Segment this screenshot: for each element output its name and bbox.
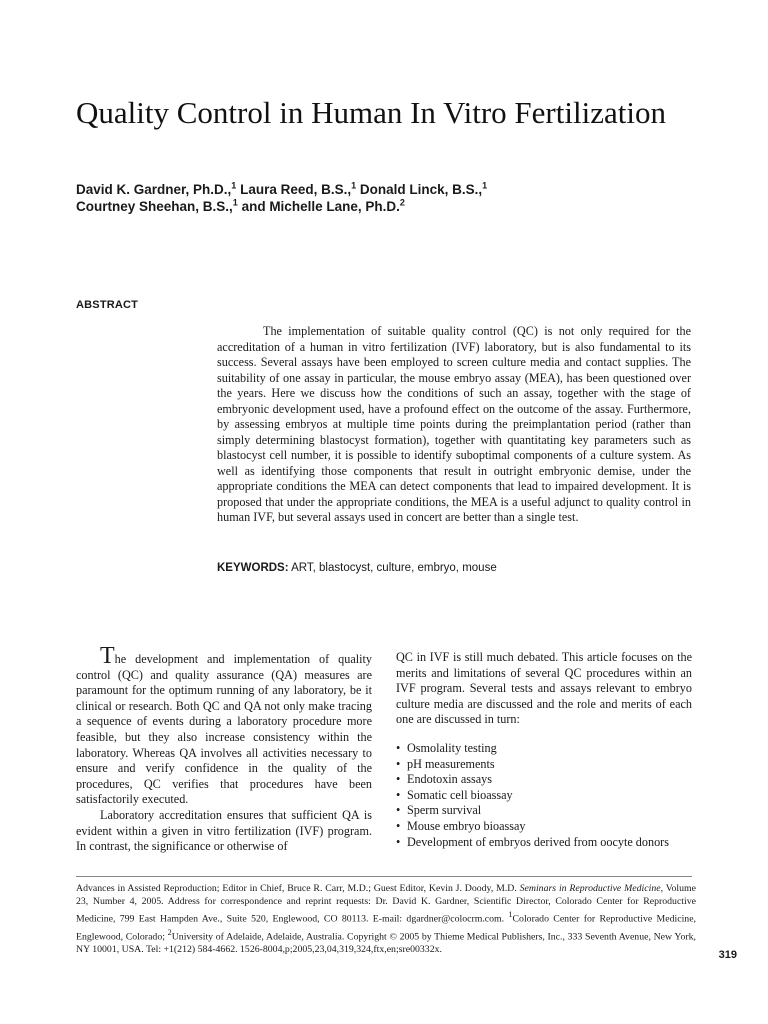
list-item: [396, 772, 692, 788]
keywords: [217, 562, 691, 574]
affiliation-marker: 2: [399, 197, 405, 208]
bullet-icon: •: [396, 756, 401, 771]
author-name: Courtney Sheehan, B.S.,: [76, 199, 233, 214]
affiliation-marker: 2: [167, 927, 172, 937]
bullet-icon: •: [396, 772, 401, 787]
footnote-text: , Volume 23, Number 4, 2005. Address for correspondence and reprint requests: Dr. David K. Gardner, Scientific Director, Colorado Center for Reproductive Medicine, 799 East Hampden Ave., Suite 520, Englewood, CO 80113. E-mail: dgardner@colocrm.com.: [76, 883, 696, 925]
footnote-text: University of Adelaide, Adelaide, Australia. Copyright © 2005 by Thieme Medical Publishers, Inc., 333 Seventh Avenue, New York, NY 10001, USA. Tel: +1(212) 584-4662. 1526-8004,p;2005,23,04,319,324,ftx,en;sre00332x.: [76, 931, 697, 956]
body-paragraph: Laboratory accreditation ensures that sufficient QA is evident within a given in vitro fertilization (IVF) program. In contrast, the significance or otherwise of: [76, 807, 372, 854]
list-item: [396, 741, 692, 757]
affiliation-marker: 1: [482, 180, 488, 191]
bullet-icon: •: [396, 834, 401, 849]
list-item-text: Mouse embryo bioassay: [407, 818, 526, 833]
body-column-right: [396, 650, 692, 850]
author-list: [76, 181, 716, 215]
affiliation-marker: 1: [232, 197, 238, 208]
article-title: Quality Control in Human In Vitro Fertilization: [76, 95, 666, 130]
footnote-divider: [76, 876, 692, 877]
list-item: [396, 803, 692, 819]
list-item: [396, 788, 692, 804]
list-item-text: Endotoxin assays: [407, 772, 492, 787]
journal-name: Seminars in Reproductive Medicine: [519, 883, 661, 894]
list-item: [396, 835, 692, 851]
footnote-text: Advances in Assisted Reproduction; Editor in Chief, Bruce R. Carr, M.D.; Guest Editor, Kevin J. Doody, M.D.: [76, 883, 520, 894]
bullet-icon: •: [396, 787, 401, 802]
bullet-icon: •: [396, 803, 401, 818]
list-item-text: Sperm survival: [407, 803, 482, 818]
list-item: [396, 757, 692, 773]
author-name: Laura Reed, B.S.,: [240, 182, 352, 197]
drop-cap: T: [100, 643, 115, 669]
keywords-label: KEYWORDS:: [217, 562, 289, 574]
author-name: and Michelle Lane, Ph.D.: [241, 199, 400, 214]
affiliation-marker: 1: [231, 180, 237, 191]
body-paragraph: [76, 643, 372, 808]
body-paragraph: QC in IVF is still much debated. This article focuses on the merits and limitations of several QC procedures within an IVF program. Several tests and assays relevant to embryo culture media are discussed and the role and merits of each one are discussed in turn:: [396, 650, 692, 727]
list-item-text: Somatic cell bioassay: [407, 787, 513, 802]
list-item-text: pH measurements: [407, 756, 495, 771]
footnote-text: Colorado Center for Reproductive Medicine, Englewood, Colorado;: [76, 913, 696, 943]
affiliation-marker: 1: [508, 910, 513, 920]
qc-test-list: [396, 741, 692, 850]
body-column-left: [76, 643, 372, 855]
abstract-text: The implementation of suitable quality control (QC) is not only required for the accreditation of a human in vitro fertilization (IVF) laboratory, but is also fundamental to its success. Several assays have been employed to screen culture media and contact supplies. The suitability of one assay in particular, the mouse embryo assay (MEA), has been questioned over the years. Here we discuss how the conditions of such an assay, together with the stage of embryonic development used, have a profound effect on the outcome of the assay. Furthermore, by assessing embryos at multiple time points during the preimplantation period (rather than simply determining blastocyst formation), together with quantitating key parameters such as blastocyst cell number, it is possible to identify suboptimal components of a culture system. As well as identifying those components that result in outright embryonic demise, under the appropriate conditions the MEA can detect components that lead to impaired development. It is proposed that under the appropriate conditions, the MEA is a useful adjunct to quality control in human IVF, but several assays used in concert are better than a single test.: [217, 324, 691, 524]
list-item-text: Development of embryos derived from oocyte donors: [407, 834, 669, 849]
list-item: [396, 819, 692, 835]
keywords-text: ART, blastocyst, culture, embryo, mouse: [291, 562, 497, 574]
abstract-heading: ABSTRACT: [76, 299, 139, 311]
author-name: Donald Linck, B.S.,: [359, 182, 483, 197]
paragraph-text: he development and implementation of quality control (QC) and quality assurance (QA) measures are paramount for the optimum running of any laboratory, be it clinical or research. Both QC and QA not only make tracing a sequence of events during a laboratory procedure more feasible, but they also increase consistency within the laboratory. Whereas QA involves all activities necessary to ensure and verify confidence in the quality of the procedures, QC verifies that procedures have been satisfactorily executed.: [76, 652, 372, 807]
affiliation-marker: 1: [351, 180, 357, 191]
author-name: David K. Gardner, Ph.D.,: [76, 182, 232, 197]
footnote: [76, 882, 696, 957]
bullet-icon: •: [396, 818, 401, 833]
page-number: 319: [718, 949, 737, 961]
bullet-icon: •: [396, 740, 401, 755]
list-item-text: Osmolality testing: [407, 740, 497, 755]
